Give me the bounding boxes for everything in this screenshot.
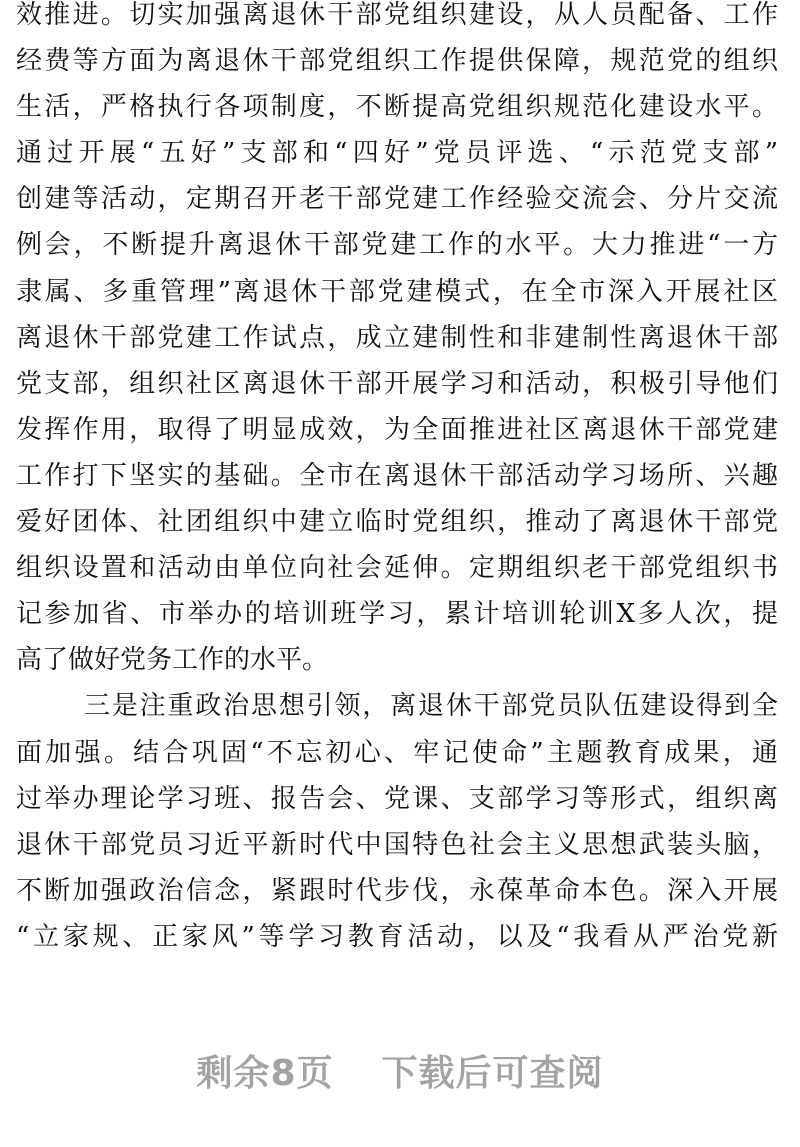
text-line: 发挥作用，取得了明显成效，为全面推进社区离退休干部党建 xyxy=(16,414,778,445)
text-line: 效推进。切实加强离退休干部党组织建设，从人员配备、工作 xyxy=(16,0,778,30)
text-line-paragraph-start: 三是注重政治思想引领，离退休干部党员队伍建设得到全 xyxy=(84,691,778,722)
text-line: 生活，严格执行各项制度，不断提高党组织规范化建设水平。 xyxy=(16,92,778,123)
text-line: 通过开展“五好”支部和“四好”党员评选、“示范党支部” xyxy=(16,138,778,169)
text-line: 不断加强政治信念，紧跟时代步伐，永葆革命本色。深入开展 xyxy=(16,875,778,906)
text-line: 过举办理论学习班、报告会、党课、支部学习等形式，组织离 xyxy=(16,783,778,814)
download-hint-label: 下载后可查阅 xyxy=(381,1053,604,1094)
text-line: 隶属、多重管理”离退休干部党建模式，在全市深入开展社区 xyxy=(16,276,778,307)
text-line: 面加强。结合巩固“不忘初心、牢记使命”主题教育成果，通 xyxy=(16,737,778,768)
text-line: 记参加省、市举办的培训班学习，累计培训轮训X多人次，提 xyxy=(16,599,778,630)
text-line: 党支部，组织社区离退休干部开展学习和活动，积极引导他们 xyxy=(16,368,778,399)
document-body xyxy=(16,0,778,960)
text-line: 创建等活动，定期召开老干部党建工作经验交流会、分片交流 xyxy=(16,184,778,215)
text-line: 组织设置和活动由单位向社会延伸。定期组织老干部党组织书 xyxy=(16,553,778,584)
text-line: 离退休干部党建工作试点，成立建制性和非建制性离退休干部 xyxy=(16,322,778,353)
text-line-paragraph-end: 高了做好党务工作的水平。 xyxy=(16,645,329,676)
text-line: “立家规、正家风”等学习教育活动，以及“我看从严治党新 xyxy=(16,921,778,952)
text-line: 爱好团体、社团组织中建立临时党组织，推动了离退休干部党 xyxy=(16,507,778,538)
text-line: 经费等方面为离退休干部党组织工作提供保障，规范党的组织 xyxy=(16,46,778,77)
download-prompt[interactable] xyxy=(0,1045,800,1096)
text-line: 例会，不断提升离退休干部党建工作的水平。大力推进“一方 xyxy=(16,230,778,261)
text-line: 退休干部党员习近平新时代中国特色社会主义思想武装头脑， xyxy=(16,829,778,860)
text-line: 工作打下坚实的基础。全市在离退休干部活动学习场所、兴趣 xyxy=(16,460,778,491)
remaining-pages-label: 剩余8页 xyxy=(196,1053,334,1094)
